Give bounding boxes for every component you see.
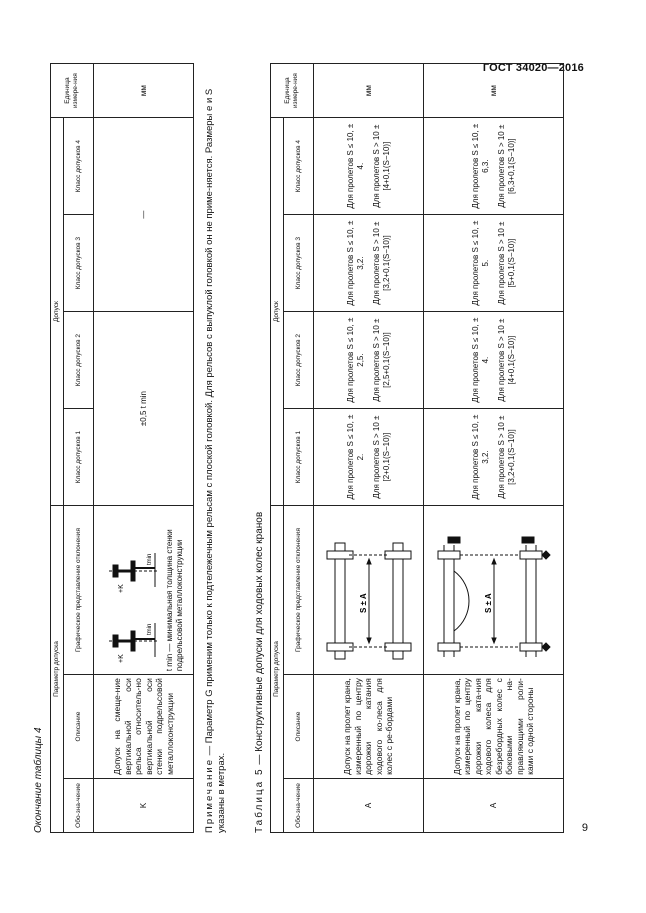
page-number: 9 xyxy=(581,822,588,834)
t5-r2-cls1-a: Для пролетов S ≤ 10, ± 3,2. xyxy=(470,414,490,500)
t5-r1-cls4-b: Для пролетов S > 10 ±[4+0,1(S−10)] xyxy=(371,124,391,208)
t5-col-code: Обо-зна-чение xyxy=(284,778,314,832)
rotated-page-content xyxy=(30,63,585,833)
t5-r2-cls3-b: Для пролетов S > 10 ±[5+0,1(S−10)] xyxy=(496,221,516,305)
graph-label-t-left: tmin xyxy=(146,623,153,636)
t5-r2-desc: Допуск на пролет крана, измеренный по центру дорожки ката-ния ходового колеса для безребордных колес с боковыми на-правляющими роли-ками с одной стороны xyxy=(424,675,564,779)
span-flanged-diagram xyxy=(321,531,417,671)
t4-cls12: ±0,5 t min xyxy=(94,312,194,506)
t4-col-cls3: Класс допусков 3 xyxy=(64,215,94,312)
t5-r1-cls1-a: Для пролетов S ≤ 10, ± 2. xyxy=(345,414,365,500)
t5-group-param: Параметр допуска xyxy=(271,506,284,833)
t4-col-desc: Описание xyxy=(64,675,94,779)
t5-r2-unit: мм xyxy=(424,64,564,118)
t5-r2-cls1-b: Для пролетов S > 10 ±[3,2+0,1(S−10)] xyxy=(496,415,516,499)
t5-caption-label: Таблица 5 xyxy=(254,767,265,833)
t4-group-param: Параметр допуска xyxy=(51,506,64,833)
t4-col-graph: Графическое представление отклонения xyxy=(64,506,94,675)
t4-col-code: Обо-зна-чение xyxy=(64,778,94,832)
t5-r1-cls3 xyxy=(314,215,424,312)
t4-unit: мм xyxy=(94,64,194,118)
t4-graph-note: t min — минимальная толщина стенки подрельсовой металлоконструкции xyxy=(164,529,184,672)
t4-graph-cell xyxy=(94,506,194,675)
table4-caption: Окончание таблицы 4 xyxy=(33,727,44,833)
t5-col-cls1: Класс допусков 1 xyxy=(284,409,314,506)
t5-r2-cls2-a: Для пролетов S ≤ 10, ± 4. xyxy=(470,317,490,403)
t4-cls34: — xyxy=(94,118,194,312)
t5-col-desc: Описание xyxy=(284,675,314,779)
t5-col-graph: Графическое представление отклонения xyxy=(284,506,314,675)
t4-note-text: — Параметр G применим только к подтележечным рельсам с плоской головкой. Для рельсов с выпуклой головкой он не приме-няется. Размеры e и S указаны в метрах. xyxy=(204,88,227,833)
t5-r2-cls1 xyxy=(424,409,564,506)
t5-r1-cls2-b: Для пролетов S > 10 ±[2,5+0,1(S−10)] xyxy=(371,318,391,402)
table4 xyxy=(50,63,194,833)
t5-group-tol: Допуск xyxy=(271,118,284,506)
t5-r1-cls1-b: Для пролетов S > 10 ±[2+0,1(S−10)] xyxy=(371,415,391,499)
t4-note-label: Примечание xyxy=(204,758,215,833)
graph-label-k-right: +K xyxy=(117,584,125,594)
table-row xyxy=(314,64,424,833)
t4-col-cls4: Класс допусков 4 xyxy=(64,118,94,215)
t5-r2-cls3 xyxy=(424,215,564,312)
table5-caption xyxy=(254,512,265,833)
t4-col-cls1: Класс допусков 1 xyxy=(64,409,94,506)
t5-r2-cls2 xyxy=(424,312,564,409)
t5-r1-cls4-a: Для пролетов S ≤ 10, ± 4. xyxy=(345,123,365,209)
t5-r2-cls2-b: Для пролетов S > 10 ±[4+0,1(S−10)] xyxy=(496,318,516,402)
t4-note xyxy=(204,63,228,833)
table5 xyxy=(270,63,564,833)
t5-r1-cls3-b: Для пролетов S > 10 ±[3,2+0,1(S−10)] xyxy=(371,221,391,305)
t5-r2-cls4-b: Для пролетов S > 10 ±[6,3+0,1(S−10)] xyxy=(496,124,516,208)
t5-r2-graph-cell xyxy=(424,506,564,675)
t5-r2-graph-label: S ± A xyxy=(483,593,493,614)
span-flangeless-diagram xyxy=(434,531,554,671)
t4-desc: Допуск на смеще-ние вертикальной оси рельса относитель-но вертикальной оси стенки подрельсовой металлоконструкции xyxy=(94,675,194,779)
t5-r1-desc: Допуск на пролет крана, измеренный по центру дорожки катания ходового ко-леса для колес с ре-бордами xyxy=(314,675,424,779)
t4-group-tol: Допуск xyxy=(51,118,64,506)
t5-r1-cls2 xyxy=(314,312,424,409)
t5-col-cls4: Класс допусков 4 xyxy=(284,118,314,215)
t5-r1-graph-label: S ± A xyxy=(358,593,368,614)
t5-col-cls2: Класс допусков 2 xyxy=(284,312,314,409)
t5-r1-cls1 xyxy=(314,409,424,506)
graph-label-k-left: +K xyxy=(117,654,125,664)
t5-r2-code: A xyxy=(424,778,564,832)
table-row xyxy=(424,64,564,833)
t4-code: K xyxy=(94,778,194,832)
graph-label-t-right: tmin xyxy=(146,553,153,566)
t5-r2-cls4 xyxy=(424,118,564,215)
t5-r1-code: A xyxy=(314,778,424,832)
t4-col-unit: Единица измере-ния xyxy=(51,64,94,118)
t5-r2-cls4-a: Для пролетов S ≤ 10, ± 6,3. xyxy=(470,123,490,209)
t5-col-cls3: Класс допусков 3 xyxy=(284,215,314,312)
standard-header: ГОСТ 34020—2016 xyxy=(482,62,584,74)
t5-r1-cls3-a: Для пролетов S ≤ 10, ± 3,2. xyxy=(345,220,365,306)
t5-r2-cls3-a: Для пролетов S ≤ 10, ± 5. xyxy=(470,220,490,306)
t5-col-unit: Единица измере-ния xyxy=(271,64,314,118)
t4-col-cls2: Класс допусков 2 xyxy=(64,312,94,409)
t5-caption-text: — Конструктивные допуски для ходовых колес кранов xyxy=(254,511,265,768)
t5-r1-cls4 xyxy=(314,118,424,215)
t5-r1-cls2-a: Для пролетов S ≤ 10, ± 2,5. xyxy=(345,317,365,403)
t5-r1-graph-cell xyxy=(314,506,424,675)
t5-r1-unit: мм xyxy=(314,64,424,118)
rail-offset-diagram xyxy=(103,531,165,671)
